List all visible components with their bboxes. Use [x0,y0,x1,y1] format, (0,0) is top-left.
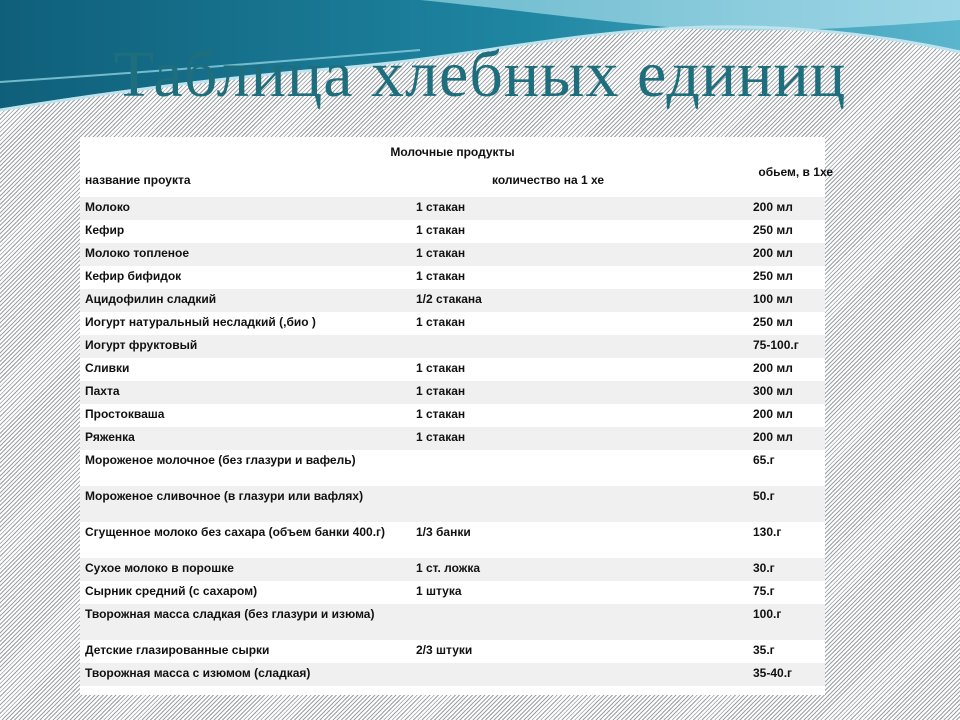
table-row [80,358,825,381]
table-row [80,312,825,335]
column-header-name: название проукта [85,173,191,187]
table-row [80,197,825,220]
cell-volume: 75-100.г [753,338,799,352]
table-row [80,450,825,486]
table-row [80,381,825,404]
column-header-quantity: количество на 1 хе [492,173,605,187]
cell-volume: 300 мл [753,384,793,398]
cell-volume: 65.г [753,453,775,467]
cell-volume: 250 мл [753,315,793,329]
column-header-volume: обьем, в 1хе [758,165,833,179]
cell-volume: 100 мл [753,292,793,306]
table-row [80,640,825,663]
cell-volume: 200 мл [753,246,793,260]
cell-name: Мороженое молочное (без глазури и вафель) [85,453,356,467]
cell-volume: 75.г [753,584,775,598]
cell-name: Сгущенное молоко без сахара (объем банки 400.г) [85,525,386,539]
cell-volume: 250 мл [753,269,793,283]
table-row [80,427,825,450]
cell-volume: 200 мл [753,407,793,421]
cell-name: Ацидофилин сладкий [85,292,217,306]
cell-quantity: 1 стакан [416,200,466,214]
cell-quantity: 1 стакан [416,246,466,260]
cell-name: Молоко [85,200,130,214]
cell-quantity: 1 штука [416,584,462,598]
cell-name: Молоко топленое [85,246,190,260]
cell-quantity: 1/3 банки [416,525,471,539]
cell-volume: 50.г [753,489,775,503]
cell-name: Мороженое сливочное (в глазури или вафлях) [85,489,364,503]
cell-name: Кефир бифидок [85,269,182,283]
table-row [80,266,825,289]
table-row [80,486,825,522]
bread-units-table [80,137,833,695]
cell-quantity: 1 стакан [416,384,466,398]
cell-name: Творожная масса сладкая (без глазури и изюма) [85,607,375,621]
table-row [80,335,825,358]
cell-quantity: 1 стакан [416,361,466,375]
cell-name: Сырник средний (с сахаром) [85,584,258,598]
cell-name: Иогурт натуральный несладкий (,био ) [85,315,316,329]
cell-name: Детские глазированные сырки [85,643,270,657]
cell-quantity: 1 стакан [416,407,466,421]
cell-quantity: 2/3 штуки [416,643,473,657]
cell-volume: 200 мл [753,361,793,375]
cell-quantity: 1/2 стакана [416,292,482,306]
cell-volume: 35.г [753,643,775,657]
cell-volume: 200 мл [753,200,793,214]
cell-name: Сливки [85,361,130,375]
table-row [80,220,825,243]
table-row [80,243,825,266]
table-body [80,197,825,686]
cell-volume: 200 мл [753,430,793,444]
cell-volume: 130.г [753,525,782,539]
cell-name: Сухое молоко в порошке [85,561,234,575]
cell-quantity: 1 стакан [416,315,466,329]
cell-name: Ряженка [85,430,135,444]
cell-name: Кефир [85,223,125,237]
cell-volume: 35-40.г [753,666,793,680]
cell-name: Иогурт фруктовый [85,338,198,352]
table-section-title: Молочные продукты [390,145,515,159]
cell-quantity: 1 ст. ложка [416,561,480,575]
cell-quantity: 1 стакан [416,430,466,444]
table-row [80,663,825,686]
cell-volume: 250 мл [753,223,793,237]
cell-volume: 30.г [753,561,775,575]
cell-volume: 100.г [753,607,782,621]
table-row [80,522,825,558]
cell-name: Творожная масса с изюмом (сладкая) [85,666,311,680]
slide-title: Таблица хлебных единиц [113,38,847,111]
cell-quantity: 1 стакан [416,223,466,237]
table-row [80,289,825,312]
cell-name: Пахта [85,384,120,398]
table-row [80,581,825,604]
table-row [80,604,825,640]
table-row [80,558,825,581]
table-column-headers [80,163,840,197]
cell-quantity: 1 стакан [416,269,466,283]
table-row [80,404,825,427]
cell-name: Простокваша [85,407,165,421]
